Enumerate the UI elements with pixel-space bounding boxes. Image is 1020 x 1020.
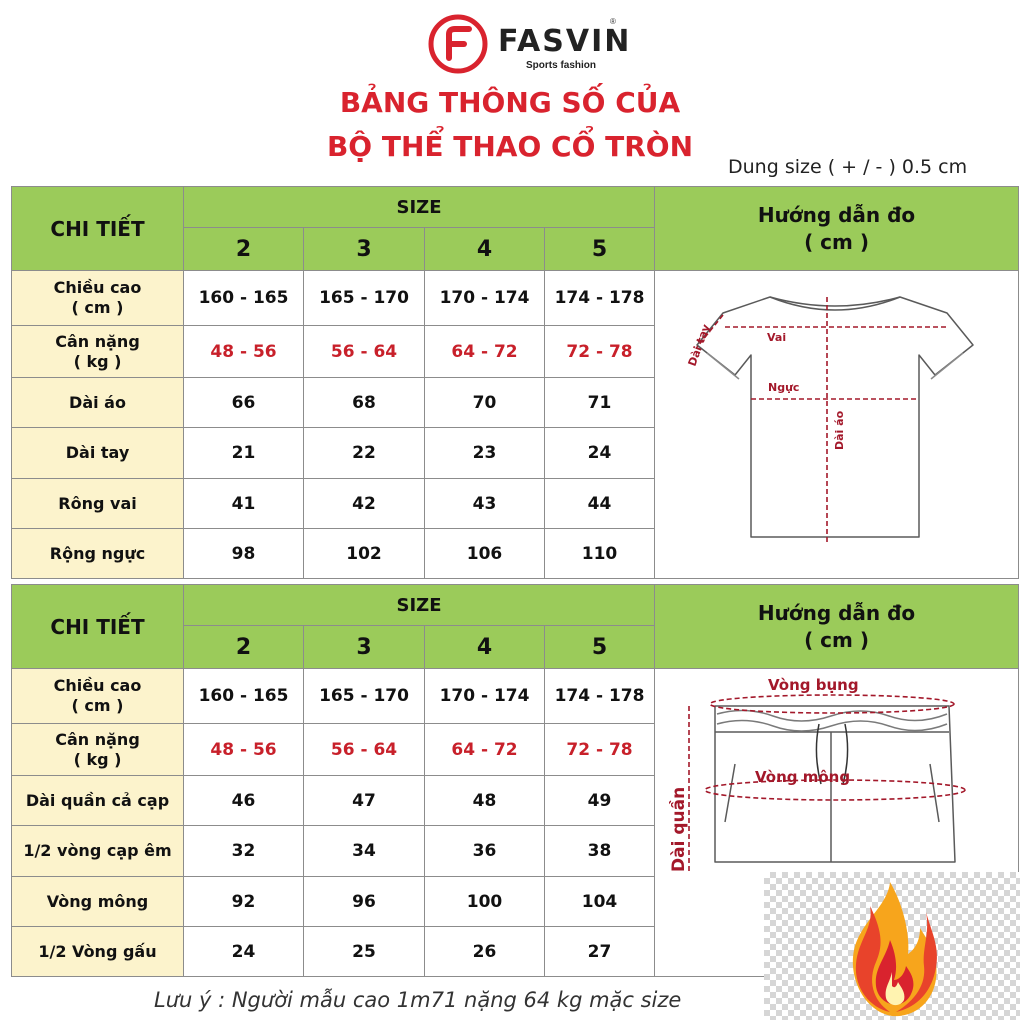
fire-icon [830,876,950,1020]
value-cell: 24 [545,428,655,479]
value-cell: 70 [425,378,545,428]
row-label [12,724,184,776]
value-cell: 160 - 165 [184,271,304,326]
value-cell: 41 [184,479,304,529]
value-cell: 56 - 64 [304,326,425,378]
size-header: SIZE [184,585,655,626]
value-cell: 64 - 72 [425,326,545,378]
detail-header: CHI TIẾT [12,187,184,271]
value-cell: 47 [304,776,425,826]
row-label-unit: ( cm ) [71,298,124,317]
row-label: 1/2 Vòng gấu [12,927,184,977]
row-label-text: Cân nặng [55,331,140,351]
brand-tagline: Sports fashion [526,60,597,71]
shirt-measure-guide [655,271,1019,579]
value-cell: 48 - 56 [184,724,304,776]
value-cell: 100 [425,877,545,927]
waist-label: Vòng bụng [768,675,859,694]
value-cell: 46 [184,776,304,826]
guide-header [655,585,1019,669]
value-cell: 44 [545,479,655,529]
value-cell: 71 [545,378,655,428]
length-label: Dài áo [833,410,847,450]
value-cell: 24 [184,927,304,977]
value-cell: 34 [304,826,425,877]
value-cell: 68 [304,378,425,428]
size-5-header: 5 [545,626,655,669]
row-label: Dài tay [12,428,184,479]
row-label [12,669,184,724]
value-cell: 64 - 72 [425,724,545,776]
chest-label: Ngực [768,380,800,394]
value-cell: 48 [425,776,545,826]
row-label: 1/2 vòng cạp êm [12,826,184,877]
size-tolerance: Dung size ( + / - ) 0.5 cm [728,156,968,178]
value-cell: 174 - 178 [545,271,655,326]
row-label: Dài quần cả cạp [12,776,184,826]
row-label-unit: ( kg ) [73,749,122,769]
shirt-size-table [11,186,1019,579]
value-cell: 38 [545,826,655,877]
size-3-header: 3 [304,228,425,271]
size-4-header: 4 [425,228,545,271]
page-title-line-2: BỘ THỂ THAO CỔ TRÒN [326,130,694,163]
size-2-header: 2 [184,626,304,669]
value-cell: 110 [545,529,655,579]
value-cell: 104 [545,877,655,927]
row-label-text: Chiều cao [53,676,142,695]
brand-logo [428,14,648,74]
value-cell: 21 [184,428,304,479]
value-cell: 23 [425,428,545,479]
value-cell: 49 [545,776,655,826]
row-label-text: Chiều cao [53,278,142,297]
value-cell: 22 [304,428,425,479]
value-cell: 25 [304,927,425,977]
guide-header-unit: ( cm ) [804,627,869,652]
detail-header: CHI TIẾT [12,585,184,669]
value-cell: 48 - 56 [184,326,304,378]
tshirt-diagram-icon [655,275,1017,575]
guide-header-text: Hướng dẫn đo [757,600,916,625]
size-3-header: 3 [304,626,425,669]
guide-header [655,187,1019,271]
model-note: Lưu ý : Người mẫu cao 1m71 nặng 64 kg mặc size [154,988,682,1012]
row-label: Dài áo [12,378,184,428]
value-cell: 66 [184,378,304,428]
length-label: Dài quần [669,786,690,872]
value-cell: 170 - 174 [425,271,545,326]
row-label [12,271,184,326]
value-cell: 92 [184,877,304,927]
value-cell: 72 - 78 [545,326,655,378]
value-cell: 27 [545,927,655,977]
value-cell: 106 [425,529,545,579]
size-4-header: 4 [425,626,545,669]
row-label [12,326,184,378]
row-label-unit: ( kg ) [73,351,122,371]
table-row [12,669,1019,724]
value-cell: 32 [184,826,304,877]
size-header: SIZE [184,187,655,228]
value-cell: 56 - 64 [304,724,425,776]
shoulder-label: Vai [767,330,787,344]
fasvin-logo-icon [428,14,488,74]
hip-label: Vòng mông [755,767,851,786]
brand-name: FASVIN [498,24,632,59]
value-cell: 160 - 165 [184,669,304,724]
value-cell: 165 - 170 [304,271,425,326]
row-label-text: Cân nặng [55,729,140,749]
value-cell: 165 - 170 [304,669,425,724]
guide-header-unit: ( cm ) [804,229,869,254]
table-row [12,271,1019,326]
row-label: Rộng ngực [12,529,184,579]
value-cell: 42 [304,479,425,529]
page-title-line-1: BẢNG THÔNG SỐ CỦA [339,86,681,119]
sleeve-label: Dài tay [685,322,713,368]
size-2-header: 2 [184,228,304,271]
value-cell: 102 [304,529,425,579]
value-cell: 174 - 178 [545,669,655,724]
value-cell: 26 [425,927,545,977]
value-cell: 98 [184,529,304,579]
value-cell: 96 [304,877,425,927]
value-cell: 72 - 78 [545,724,655,776]
registered-mark: ® [610,17,616,26]
size-5-header: 5 [545,228,655,271]
value-cell: 170 - 174 [425,669,545,724]
guide-header-text: Hướng dẫn đo [757,202,916,227]
row-label: Vòng mông [12,877,184,927]
value-cell: 36 [425,826,545,877]
row-label-unit: ( cm ) [71,696,124,715]
row-label: Rông vai [12,479,184,529]
value-cell: 43 [425,479,545,529]
